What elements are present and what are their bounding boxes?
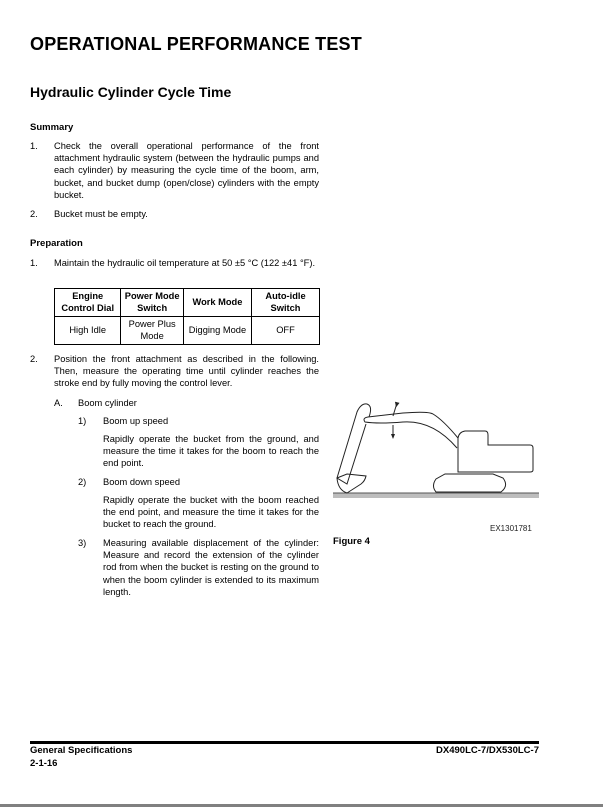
preparation-item-1-number: 1. bbox=[30, 258, 38, 268]
summary-item-1-text: Check the overall operational performance of the front attachment hydraulic system (between the hydraulic pumps and each cylinder) by measuring the cycle time of the boom, arm, bucket, and bucket dump (open/close) cylinders with the empty bucket. bbox=[54, 141, 319, 200]
summary-item-1-number: 1. bbox=[30, 141, 38, 151]
table-row bbox=[55, 317, 320, 345]
table-cell: Power Plus Mode bbox=[121, 317, 183, 345]
table-header-row bbox=[55, 289, 320, 317]
table-header: Engine Control Dial bbox=[55, 289, 121, 317]
figure-code: EX1301781 bbox=[490, 524, 532, 533]
step-3-text: Measuring available displacement of the cylinder: Measure and record the extension of the cylinder rod from when the bucket is resting on the ground to when the boom cylinder is extended to its maximum length. bbox=[103, 538, 319, 597]
settings-table bbox=[54, 288, 320, 345]
preparation-heading: Preparation bbox=[30, 238, 83, 249]
section-title: Hydraulic Cylinder Cycle Time bbox=[30, 84, 232, 100]
table-header: Work Mode bbox=[183, 289, 251, 317]
step-2-title: Boom down speed bbox=[103, 477, 181, 487]
step-2-number: 2) bbox=[78, 477, 87, 487]
table-header: Power Mode Switch bbox=[121, 289, 183, 317]
table-cell: Digging Mode bbox=[183, 317, 251, 345]
summary-item-2-number: 2. bbox=[30, 209, 38, 219]
summary-heading: Summary bbox=[30, 122, 74, 133]
footer-divider bbox=[30, 741, 539, 744]
page-title: OPERATIONAL PERFORMANCE TEST bbox=[30, 34, 362, 54]
step-1-title: Boom up speed bbox=[103, 416, 169, 426]
step-3-number: 3) bbox=[78, 538, 87, 548]
summary-item-2-text: Bucket must be empty. bbox=[54, 209, 148, 219]
step-2-text: Rapidly operate the bucket with the boom reached the end point, and measure the time it takes for the bucket to reach the ground. bbox=[103, 495, 319, 530]
table-header: Auto-idle Switch bbox=[252, 289, 320, 317]
table-cell: High Idle bbox=[55, 317, 121, 345]
preparation-item-1-text: Maintain the hydraulic oil temperature at 50 ±5 °C (122 ±41 °F). bbox=[54, 258, 316, 268]
preparation-item-2-number: 2. bbox=[30, 354, 38, 364]
footer-page-number: 2-1-16 bbox=[30, 757, 58, 769]
excavator-boom-diagram-icon bbox=[333, 400, 539, 510]
sub-section-title: Boom cylinder bbox=[78, 398, 137, 408]
sub-section-letter: A. bbox=[54, 398, 63, 408]
preparation-item-2-text: Position the front attachment as described in the following. Then, measure the operating time until cylinder reaches the stroke end by fully moving the control lever. bbox=[54, 354, 319, 389]
footer-model: DX490LC-7/DX530LC-7 bbox=[436, 745, 539, 756]
step-1-text: Rapidly operate the bucket from the ground, and measure the time it takes for the boom to reach the end point. bbox=[103, 434, 319, 469]
step-1-number: 1) bbox=[78, 416, 87, 426]
figure-caption: Figure 4 bbox=[333, 536, 370, 547]
table-cell: OFF bbox=[252, 317, 320, 345]
footer-left bbox=[30, 745, 132, 770]
footer-section-name: General Specifications bbox=[30, 745, 133, 756]
